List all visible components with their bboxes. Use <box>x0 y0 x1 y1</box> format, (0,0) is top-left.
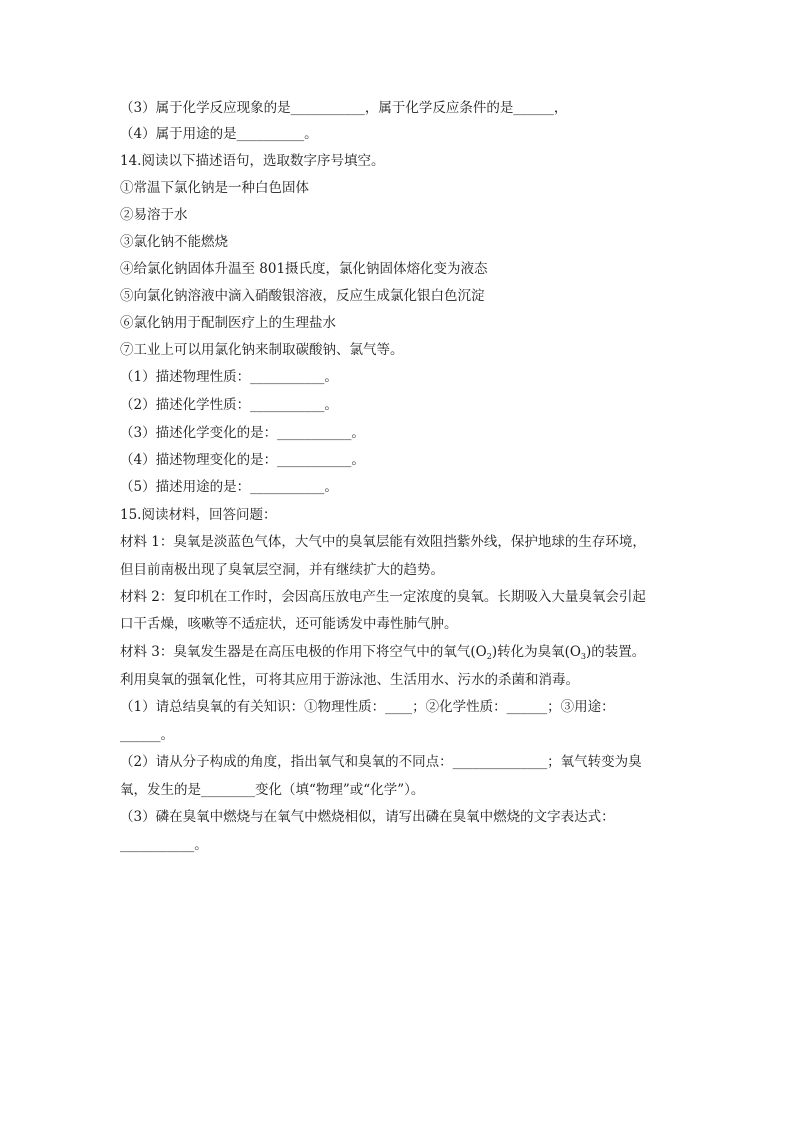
q14-question-1: （1）描述物理性质：___________。 <box>120 369 338 385</box>
ozone-subscript: 3 <box>580 652 587 661</box>
q14-statement-6: ⑥氯化钠用于配制医疗上的生理盐水 <box>120 315 336 331</box>
q15-material-3-line-2: 利用臭氧的强氧化性，可将其应用于游泳池、生活用水、污水的杀菌和消毒。 <box>120 672 579 688</box>
q13-item-4: （4）属于用途的是__________。 <box>120 126 318 142</box>
q14-question-3: （3）描述化学变化的是：___________。 <box>120 425 365 441</box>
q15-title: 15.阅读材料，回答问题： <box>120 507 277 523</box>
q15-material-3-text-a: 材料 3：臭氧发生器是在高压电极的作用下将空气中的氧气(O <box>120 644 487 660</box>
q15-material-3-text-c: )的装置。 <box>586 644 646 660</box>
q15-material-2-line-2: 口干舌燥，咳嗽等不适症状，还可能诱发中毒性肺气肿。 <box>120 616 458 632</box>
q15-question-3-line-1: （3）磷在臭氧中燃烧与在氧气中燃烧相似，请写出磷在臭氧中燃烧的文字表达式： <box>120 809 615 825</box>
q14-question-5: （5）描述用途的是：___________。 <box>120 479 338 495</box>
q14-statement-4: ④给氯化钠固体升温至 801摄氏度，氯化钠固体熔化变为液态 <box>120 261 488 277</box>
q14-statement-7: ⑦工业上可以用氯化钠来制取碳酸钠、氯气等。 <box>120 342 404 358</box>
q14-question-2: （2）描述化学性质：___________。 <box>120 397 338 413</box>
q14-statement-5: ⑤向氯化钠溶液中滴入硝酸银溶液，反应生成氯化银白色沉淀 <box>120 288 485 304</box>
q15-material-3-line-1 <box>120 642 680 664</box>
oxygen-subscript: 2 <box>486 652 492 661</box>
q15-question-3-line-2: ___________。 <box>120 837 208 853</box>
q14-statement-1: ①常温下氯化钠是一种白色固体 <box>120 180 309 196</box>
q15-question-2-line-1: （2）请从分子构成的角度，指出氧气和臭氧的不同点：______________；氧气转变为臭 <box>120 754 642 770</box>
q14-title: 14.阅读以下描述语句，选取数字序号填空。 <box>120 153 385 169</box>
q15-material-2-line-1: 材料 2：复印机在工作时，会因高压放电产生一定浓度的臭氧。长期吸入大量臭氧会引起 <box>120 589 646 605</box>
q15-material-1-line-2: 但目前南极出现了臭氧层空洞，并有继续扩大的趋势。 <box>120 562 444 578</box>
q15-question-1-line-2: ______。 <box>120 727 174 743</box>
q13-item-3: （3）属于化学反应现象的是___________，属于化学反应条件的是______， <box>120 100 568 116</box>
q15-question-1-line-1: （1）请总结臭氧的有关知识：①物理性质：____；②化学性质：______；③用途： <box>120 699 615 715</box>
q14-statement-3: ③氯化钠不能燃烧 <box>120 234 228 250</box>
q15-material-1-line-1: 材料 1：臭氧是淡蓝色气体，大气中的臭氧层能有效阻挡紫外线，保护地球的生存环境， <box>120 534 646 550</box>
q14-question-4: （4）描述物理变化的是：___________。 <box>120 452 365 468</box>
q14-statement-2: ②易溶于水 <box>120 207 188 223</box>
q15-question-2-line-2: 氧，发生的是________变化（填“物理”或“化学”）。 <box>120 782 425 798</box>
q15-material-3-text-b: )转化为臭氧(O <box>491 644 581 660</box>
